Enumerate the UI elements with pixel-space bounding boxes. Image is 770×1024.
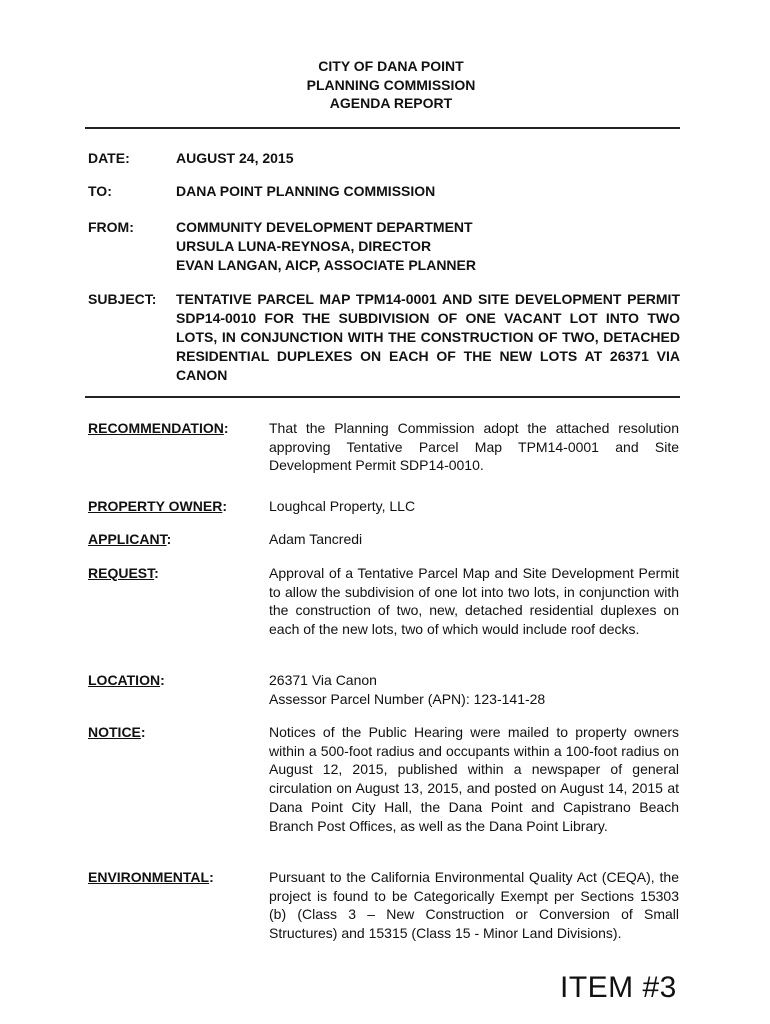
memo-date-value: AUGUST 24, 2015 bbox=[176, 150, 294, 166]
applicant-label: APPLICANT: bbox=[88, 531, 172, 547]
memo-subject-label: SUBJECT: bbox=[88, 291, 157, 307]
applicant-value: Adam Tancredi bbox=[269, 531, 363, 547]
location-label: LOCATION: bbox=[88, 672, 165, 688]
header-city: CITY OF DANA POINT bbox=[318, 58, 464, 74]
notice-label: NOTICE: bbox=[88, 724, 146, 740]
from-director: URSULA LUNA-REYNOSA, DIRECTOR bbox=[176, 238, 432, 254]
memo-from-label: FROM: bbox=[88, 219, 134, 235]
request-label: REQUEST: bbox=[88, 565, 159, 581]
from-planner: EVAN LANGAN, AICP, ASSOCIATE PLANNER bbox=[176, 257, 476, 273]
property-owner-value: Loughcal Property, LLC bbox=[269, 498, 416, 514]
memo-date-label: DATE: bbox=[88, 150, 130, 166]
memo-to-label: TO: bbox=[88, 183, 112, 199]
top-divider bbox=[85, 127, 680, 129]
header-commission: PLANNING COMMISSION bbox=[306, 76, 476, 93]
recommendation-text: That the Planning Commission adopt the attached resolution approving Tentative Parcel Map TPM14-0001 and Site Development Permit SDP14-0010. bbox=[269, 420, 679, 474]
from-department: COMMUNITY DEVELOPMENT DEPARTMENT bbox=[176, 219, 473, 235]
header-report-type: AGENDA REPORT bbox=[329, 95, 453, 111]
memo-from-value bbox=[176, 218, 680, 275]
request-text: Approval of a Tentative Parcel Map and Site Development Permit to allow the subdivision of one lot into two lots, in conjunction with the construction of two, new, detached residential duplexes on each of the new lots, two of which would include roof decks. bbox=[269, 565, 679, 638]
location-apn: Assessor Parcel Number (APN): 123-141-28 bbox=[269, 690, 546, 707]
memo-subject-text: TENTATIVE PARCEL MAP TPM14-0001 AND SITE DEVELOPMENT PERMIT SDP14-0010 FOR THE SUBDIVISION OF ONE VACANT LOT INTO TWO LOTS, IN CONJUNCTION WITH THE CONSTRUCTION OF TWO, DETACHED RESIDENTIAL DUPLEXES ON EACH OF THE NEW LOTS AT 26371 VIA CANON bbox=[176, 291, 680, 383]
report-header bbox=[0, 57, 770, 113]
environmental-label: ENVIRONMENTAL: bbox=[88, 869, 214, 885]
location-address: 26371 Via Canon bbox=[269, 672, 377, 688]
memo-to-value: DANA POINT PLANNING COMMISSION bbox=[176, 183, 436, 199]
location-value bbox=[269, 671, 679, 708]
recommendation-label: RECOMMENDATION: bbox=[88, 420, 229, 436]
environmental-text: Pursuant to the California Environmental Quality Act (CEQA), the project is found to be Categorically Exempt per Sections 15303 (b) (Class 3 – New Construction or Conversion of Small Structures) and 15315 (Class 15 - Minor Land Divisions). bbox=[269, 869, 679, 942]
notice-text: Notices of the Public Hearing were mailed to property owners within a 500-foot radius and occupants within a 100-foot radius on August 12, 2015, published within a newspaper of general circulation on August 13, 2015, and posted on August 14, 2015 at Dana Point City Hall, the Dana Point and Capistrano Beach Branch Post Offices, as well as the Dana Point Library. bbox=[269, 724, 679, 834]
item-number: ITEM #3 bbox=[560, 971, 677, 1004]
property-owner-label: PROPERTY OWNER: bbox=[88, 498, 227, 514]
section-divider bbox=[85, 396, 680, 398]
